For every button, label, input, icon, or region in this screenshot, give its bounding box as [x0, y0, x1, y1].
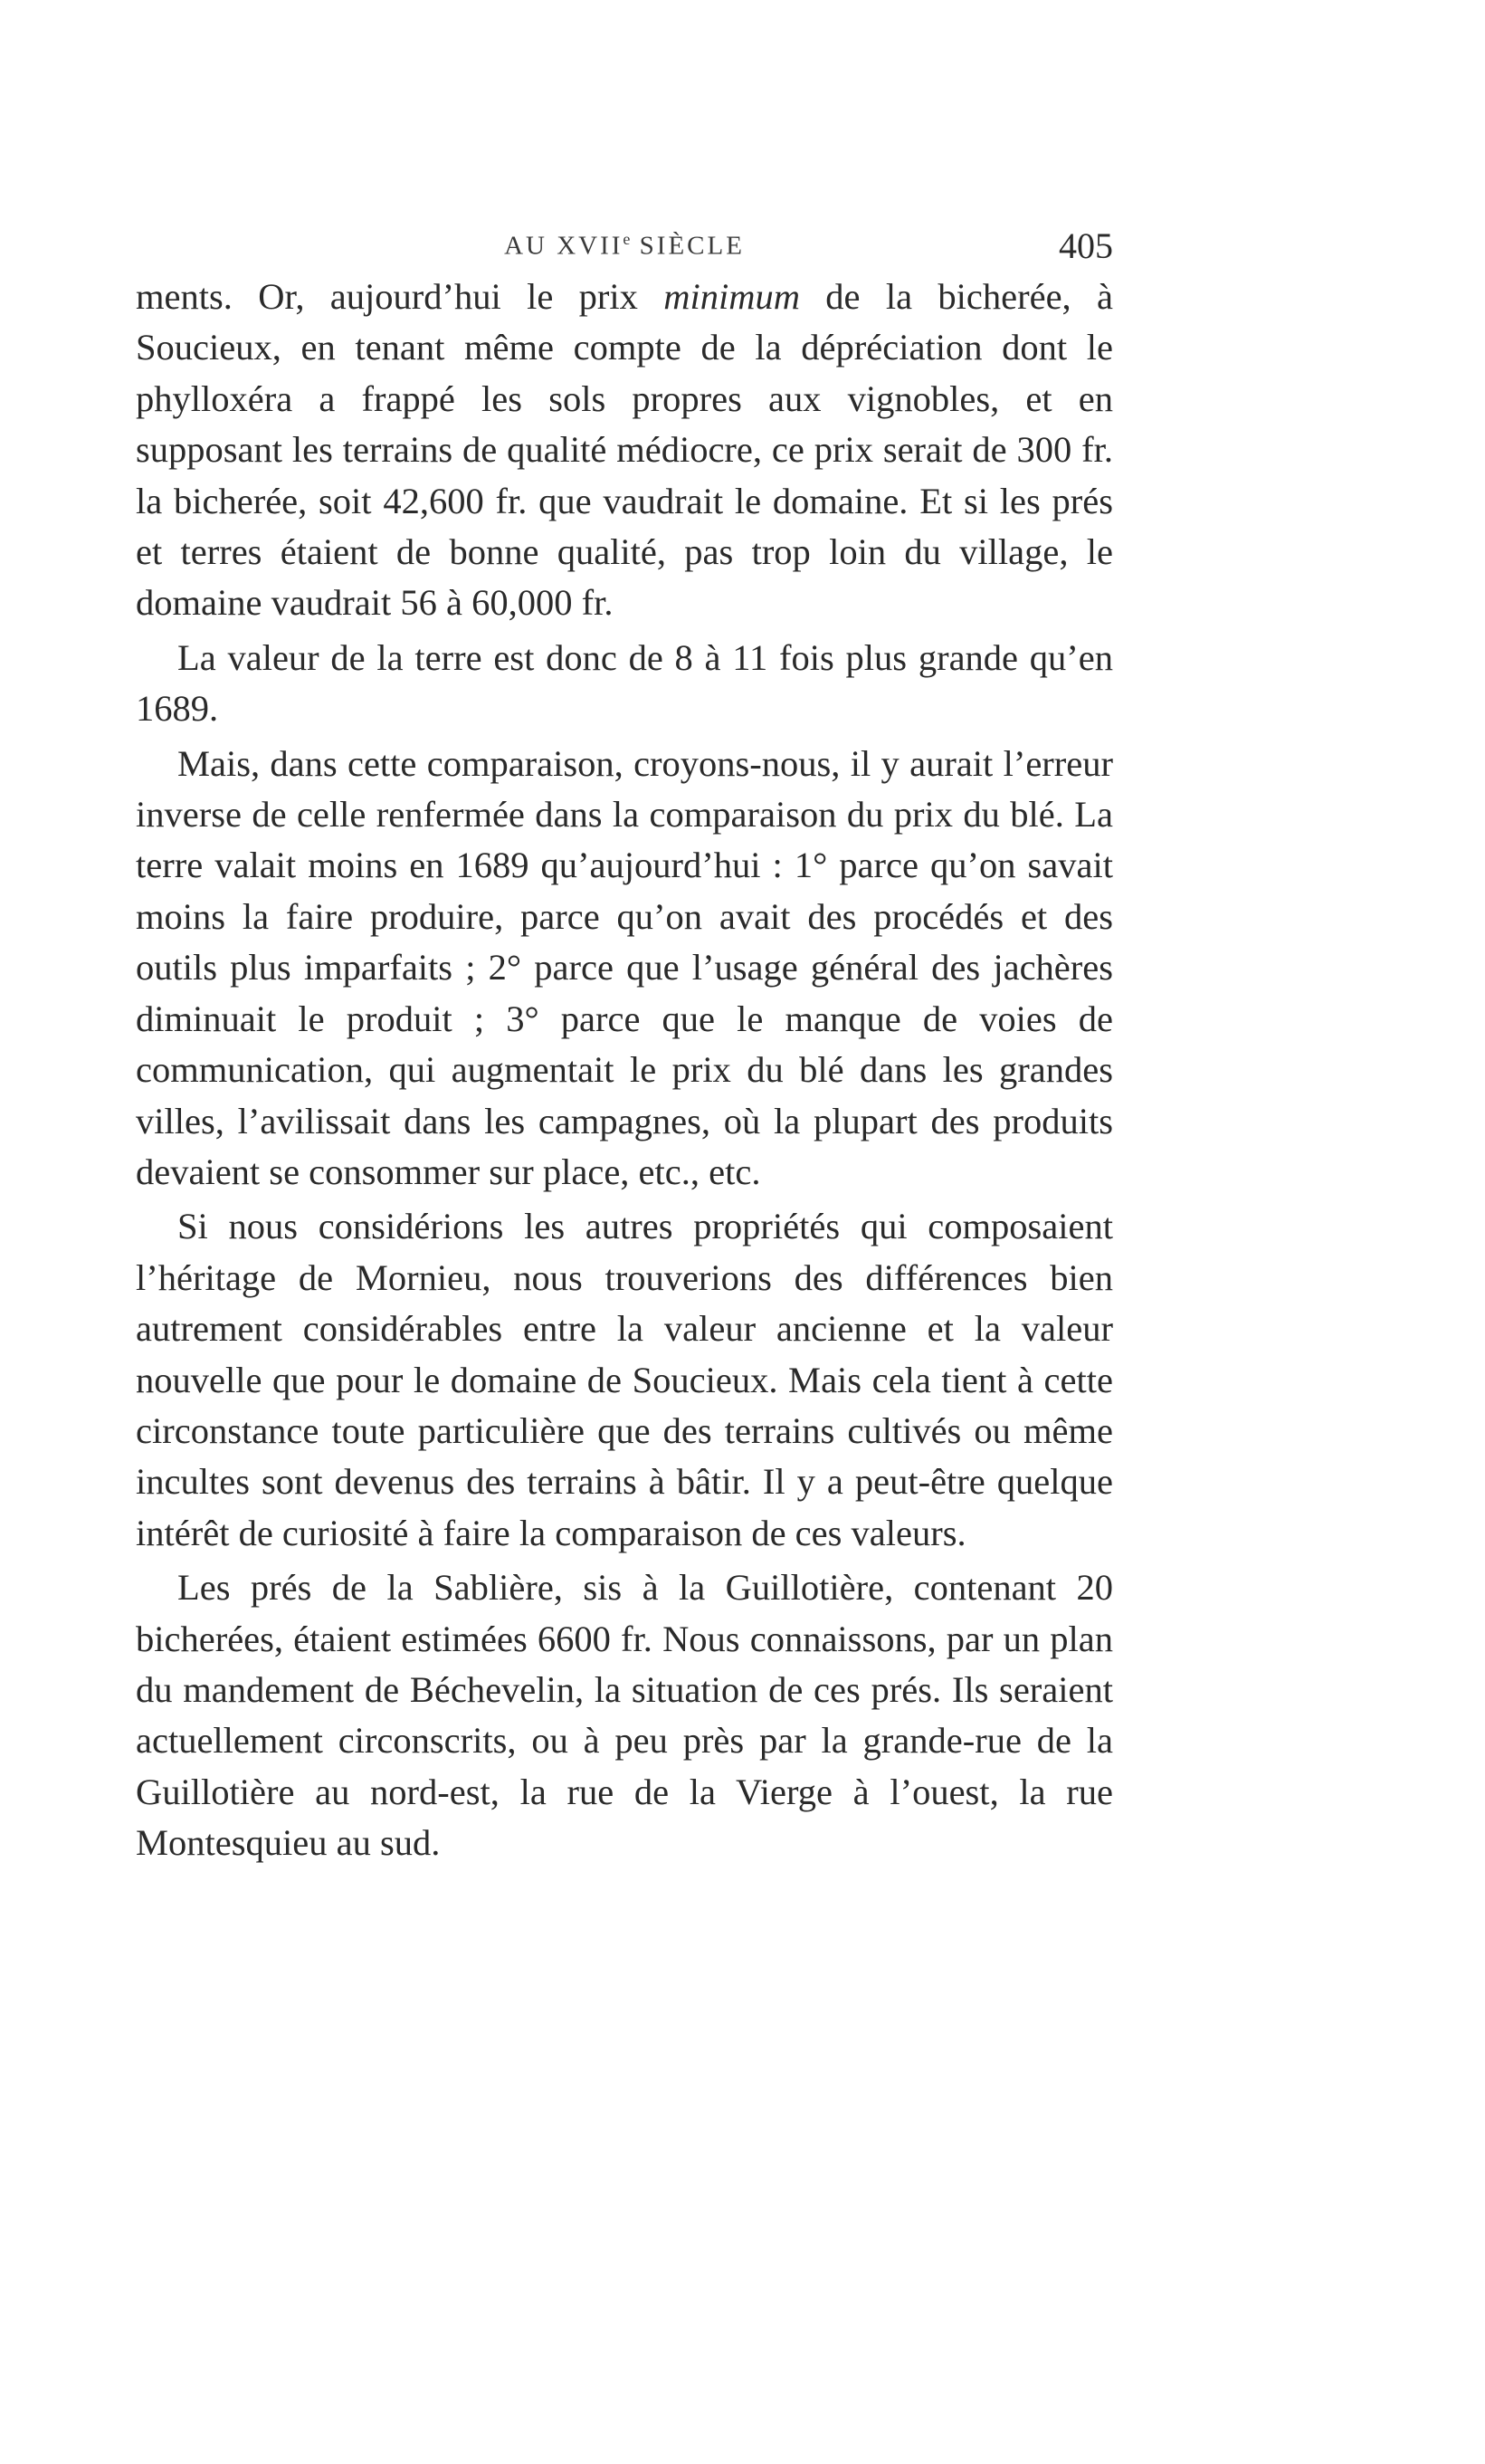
running-title-text: AU XVII	[504, 231, 624, 261]
paragraph-text: ments. Or, aujourd’hui le prix	[136, 276, 664, 317]
body-text	[136, 272, 1113, 1869]
paragraph-mornieu-inheritance: Si nous considérions les autres propriétés qui composaient l’héritage de Mornieu, nous trouverions des différences bien autrement considérables entre la valeur ancienne et la valeur nouvelle que pour le domaine de Soucieux. Mais cela tient à cette circonstance toute particulière que des terrains cultivés ou même incultes sont devenus des terrains à bâtir. Il y a peut-être quelque intérêt de curiosité à faire la comparaison de ces valeurs.	[136, 1206, 1113, 1553]
running-head	[136, 224, 1113, 270]
paragraph-comparison: Mais, dans cette comparaison, croyons-nous, il y aurait l’erreur inverse de celle renfermée dans la comparaison du prix du blé. La terre valait moins en 1689 qu’aujourd’hui : 1° parce qu’on savait moins la faire produire, parce qu’on avait des procédés et des outils plus imparfaits ; 2° parce que l’usage général des jachères diminuait le produit ; 3° parce que le manque de voies de communication, qui augmentait le prix du blé dans les grandes villes, l’avilissait dans les campagnes, où la plupart des produits devaient se consommer sur place, etc., etc.	[136, 742, 1113, 1192]
paragraph-text: de la bicherée, à Soucieux, en tenant même compte de la dépréciation dont le phylloxéra a frappé les sols propres aux vignobles, et en supposant les terrains de qualité médiocre, ce prix serait de 300 fr. la bicherée, soit 42,600 fr. que vaudrait le domaine. Et si les prés et terres étaient de bonne qualité, pas trop loin du village, le domaine vaudrait 56 à 60,000 fr.	[136, 276, 1113, 624]
running-title	[136, 230, 1113, 262]
running-title-text-end: SIÈCLE	[630, 231, 745, 261]
paragraph-sabliere-meadows: Les prés de la Sablière, sis à la Guillotière, contenant 20 bicherées, étaient estimées 6600 fr. Nous connaissons, par un plan du mandement de Béchevelin, la situation de ces prés. Ils seraient actuellement circonscrits, ou à peu près par la grande-rue de la Guillotière au nord-est, la rue de la Vierge à l’ouest, la rue Montesquieu au sud.	[136, 1567, 1113, 1864]
page-number: 405	[1059, 225, 1113, 266]
italic-term: minimum	[663, 276, 800, 317]
running-title-superscript: e	[623, 230, 631, 248]
paragraph-continuation	[136, 272, 1113, 629]
paragraph-land-value: La valeur de la terre est donc de 8 à 11 fois plus grande qu’en 1689.	[136, 636, 1113, 730]
